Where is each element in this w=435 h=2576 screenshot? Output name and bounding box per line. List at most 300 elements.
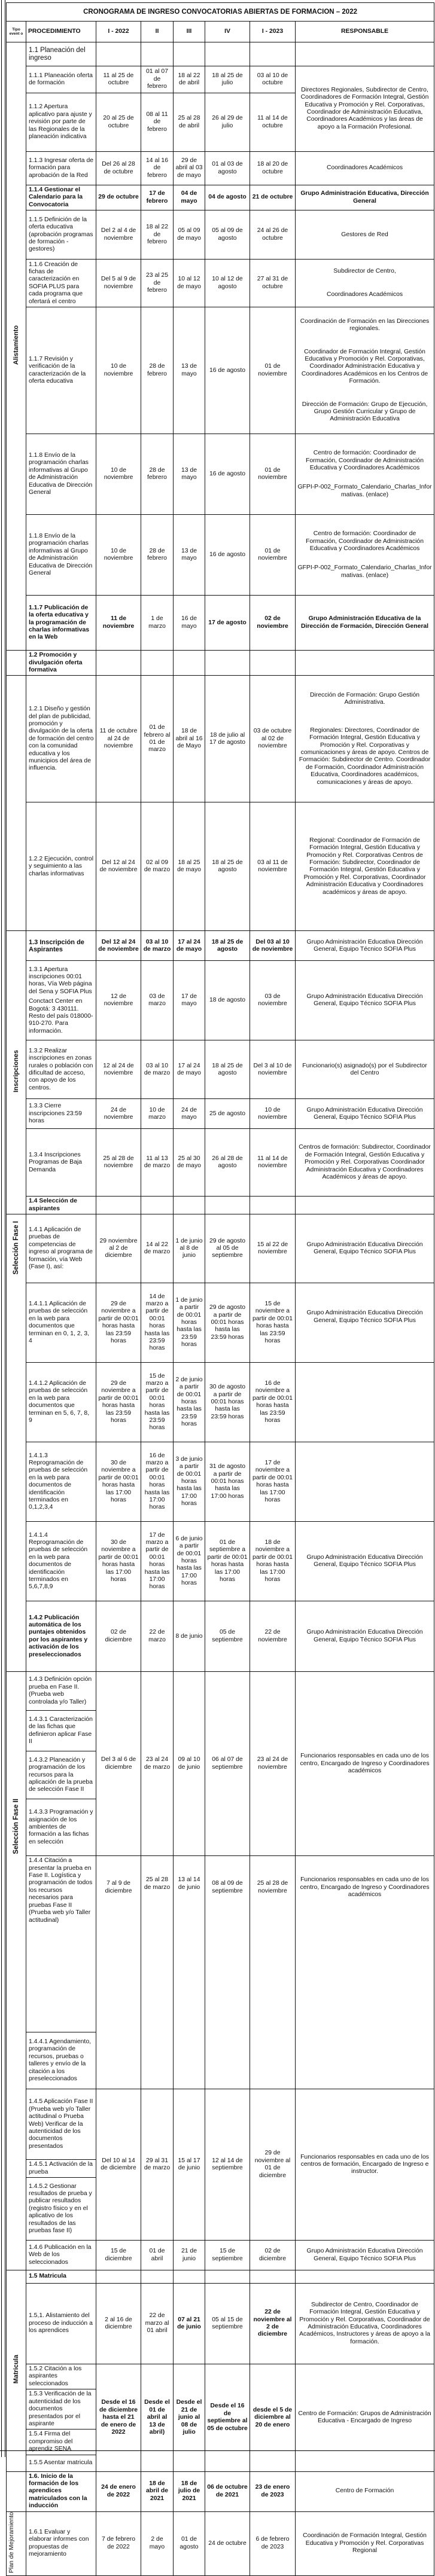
- date-cell: 10 de noviembre: [96, 307, 141, 434]
- date-cell: 30 de noviembre a partir de 00:01 horas hasta las 17:00 horas: [96, 1442, 141, 1522]
- date-cell: 18 de abril al 16 de Mayo: [174, 676, 205, 802]
- procedure-cell: 1.4.3.3 Programación y asignación de los ambientes de formación a las fichas en selección: [26, 1799, 96, 1856]
- procedure-cell: 1.5 Matricula: [26, 2270, 96, 2284]
- procedure-cell: 1.3.2 Realizar inscripciones en zonas rurales o población con dificultad de acceso, con apoyo de los centros.: [26, 1040, 96, 1099]
- date-cell: 05 al 09 de mayo: [174, 210, 205, 260]
- procedure-cell: 1.6. Inicio de la formación de los aprendices matriculados con la inducción: [26, 2471, 96, 2511]
- procedure-cell: 1.2.2 Ejecución, control y seguimiento a las charlas informativas: [26, 802, 96, 931]
- date-cell: 02 de noviembre: [250, 596, 296, 651]
- date-cell: 17 de febrero: [141, 185, 174, 210]
- responsable-line: Coordinación de Formación en las Direcciones regionales.: [300, 318, 430, 332]
- date-cell: 30 de noviembre a partir de 00:01 horas hasta las 17:00 horas: [96, 1522, 141, 1601]
- procedure-cell: 1.4.3.1 Caracterización de las fichas que definieron aplicar Fase II: [26, 1711, 96, 1751]
- procedure-cell: 1.5,1. Alistamiento del proceso de inducción a los aprendices: [26, 2284, 96, 2364]
- responsable-cell: [296, 515, 434, 596]
- responsable-cell: Regional: Coordinador de Formación de Formación Integral, Gestión Educativa y Promoción y Rel. Corporativas Centros de Formación: Subdirector, Coordinador de Formación Integral, Gestión Educativa y Promoción y Rel. Corporativas, Coordinador Administración Educativa y Coordinadores académicos y áreas de apoyo.: [296, 802, 434, 931]
- date-cell: 24 de enero de 2022: [96, 2471, 141, 2511]
- date-cell: 6 de febrero de 2023: [250, 2511, 296, 2576]
- date-cell: 28 de febrero: [141, 307, 174, 434]
- table-row: [7, 1522, 434, 1601]
- date-cell: 29 de noviembre a partir de 00:01 horas hasta las 23:59 horas: [96, 1283, 141, 1363]
- responsable-line: Dirección de Formación: Grupo Gestión Administrativa.: [309, 691, 420, 706]
- date-cell: 16 de marzo a partir de 00:01 horas hasta las 17:00 horas: [141, 1442, 174, 1522]
- date-cell: 01 de septiembre a partir de 00:01 horas hasta las 17:00 horas: [205, 1522, 250, 1601]
- date-cell: Del 12 al 24 de noviembre: [96, 931, 141, 961]
- page-margin-rule: [1, 0, 5, 2457]
- group-label: Inscripciones: [12, 1050, 20, 1093]
- procedure-cell: 1.1.5 Definición de la oferta educativa (aprobación programas de formación - gestores): [26, 210, 96, 260]
- date-cell: 05 de septiembre: [205, 1601, 250, 1672]
- date-cell: 17 de mayo: [174, 961, 205, 1040]
- date-cell: 23 de enero de 2023: [250, 2471, 296, 2511]
- date-cell: 05 al 09 de agosto: [205, 210, 250, 260]
- date-cell: 18 de agosto: [205, 961, 250, 1040]
- group-seleccion-fase-1: [7, 1214, 26, 1283]
- table-row: [7, 515, 434, 596]
- responsable-cell: [296, 260, 434, 307]
- date-cell: 03 de marzo: [141, 961, 174, 1040]
- procedure-cell: 1.3 Inscripción de Aspirantes: [26, 931, 96, 961]
- date-cell: 29 de noviembre a partir de 00:01 horas hasta las 23:59 horas: [96, 1363, 141, 1442]
- date-cell: 22 de noviembre al 2 de diciembre: [250, 2284, 296, 2364]
- responsable-cell: Coordinación de Formación Integral, Gestión Educativa y Promoción y Rel. Corporativas Regional: [296, 2511, 434, 2576]
- procedure-text: 1.3.1 Apertura inscripciones 00:01 horas, Vía Web página del Sena y SOFIA Plus: [29, 966, 92, 995]
- date-cell: 12 al 14 de septiembre: [205, 2089, 250, 2241]
- responsable-cell: Centro de Formación: [296, 2471, 434, 2511]
- responsable-cell: Gestores de Red: [296, 210, 434, 260]
- group-plan-mejoramiento: [7, 2511, 26, 2576]
- date-cell: 25 al 30 de mayo: [174, 1129, 205, 1197]
- date-cell: 02 de diciembre: [250, 2241, 296, 2270]
- date-cell: 03 al 10 de octubre: [250, 66, 296, 93]
- table-row: [7, 66, 434, 93]
- procedure-cell: 1.1.7 Revisión y verificación de la caracterización de la oferta educativa: [26, 307, 96, 434]
- date-cell: 8 de junio: [174, 1601, 205, 1672]
- date-cell: 24 de mayo: [174, 1099, 205, 1129]
- date-cell: 04 de mayo: [174, 185, 205, 210]
- group-alistamiento: [7, 42, 26, 651]
- date-cell: 18 de abril de 2021: [141, 2471, 174, 2511]
- date-cell: Del 3 al 10 de noviembre: [250, 1040, 296, 1099]
- date-cell: 15 de septiembre: [205, 2241, 250, 2270]
- table-row: [7, 651, 434, 676]
- date-cell: 11 al 25 de octubre: [96, 66, 141, 93]
- table-row: [7, 961, 434, 1040]
- date-cell: 29 de abril al 03 de mayo: [174, 152, 205, 185]
- date-cell: 24 al 26 de octubre: [250, 210, 296, 260]
- procedure-cell: 1.5.4 Firma del compromiso del aprendiz SENA: [26, 2430, 96, 2455]
- date-cell: 18 al 22 de febrero: [141, 210, 174, 260]
- date-cell: 17 de marzo a partir de 00:01 horas hasta las 17:00 horas: [141, 1522, 174, 1601]
- procedure-cell: 1.1.4 Gestionar el Calendario para la Convocatoria: [26, 185, 96, 210]
- table-row: [7, 1283, 434, 1363]
- procedure-cell: 1.4.1 Aplicación de pruebas de competencias de ingreso al programa de formación, vía Web (Fase I), así:: [26, 1214, 96, 1283]
- responsable-cell: Grupo Administración Educativa Dirección General, Equipo Técnico SOFIA Plus: [296, 1283, 434, 1363]
- date-cell: 26 al 28 de agosto: [205, 1129, 250, 1197]
- date-cell: 01 de noviembre: [250, 434, 296, 515]
- date-cell: 10 de noviembre: [96, 515, 141, 596]
- procedure-cell: 1.4.2 Publicación automática de los puntajes obtenidos por los aspirantes y activación de los preseleccionados: [26, 1601, 96, 1672]
- date-cell: 18 de julio al 17 de agosto: [205, 676, 250, 802]
- date-cell: 11 al 14 de noviembre: [250, 1129, 296, 1197]
- table-row: [7, 42, 434, 66]
- table-title: CRONOGRAMA DE INGRESO CONVOCATORIAS ABIERTAS DE FORMACION – 2022: [7, 3, 434, 22]
- date-cell: 10 de noviembre: [250, 1099, 296, 1129]
- date-cell: 16 de agosto: [205, 307, 250, 434]
- date-cell: 18 al 25 de agosto: [205, 931, 250, 961]
- responsable-link[interactable]: GFPI-P-002_Formato_Calendario_Charlas_Informativas. (enlace): [297, 484, 432, 498]
- responsable-cell: Funcionario(s) asignado(s) por el Subdirector del Centro: [296, 1040, 434, 1099]
- date-cell: 29 de agosto al 05 de septiembre: [205, 1214, 250, 1283]
- date-cell: 1 de junio al 8 de junio: [174, 1214, 205, 1283]
- table-row: [7, 434, 434, 515]
- date-cell: 7 al 9 de diciembre: [96, 1856, 141, 2089]
- date-cell: 01 al 03 de agosto: [205, 152, 250, 185]
- date-cell: 13 de mayo: [174, 515, 205, 596]
- date-cell: 18 al 25 de mayo: [174, 802, 205, 931]
- header-row: [7, 22, 434, 42]
- date-cell: 26 al 29 de julio: [205, 93, 250, 152]
- responsable-line: Dirección de Formación: Grupo de Ejecución, Grupo Gestión Curricular y Grupo de Administración Educativa: [302, 401, 428, 423]
- date-cell: 1 de marzo: [141, 596, 174, 651]
- date-cell: 17 al 24 de mayo: [174, 931, 205, 961]
- table-row: [7, 1214, 434, 1283]
- procedure-cell: 1.4 Selección de aspirantes: [26, 1197, 96, 1214]
- date-cell: 22 de noviembre: [250, 1601, 296, 1672]
- date-cell: 08 al 11 de febrero: [141, 93, 174, 152]
- responsable-cell: [296, 434, 434, 515]
- date-cell: 29 al 31 de marzo: [141, 2089, 174, 2241]
- responsable-line: Centro de formación: Coordinador de Formación, Coordinador de Administración Educativa y Coordinadores Académicos: [306, 450, 424, 472]
- date-cell: 10 de marzo: [141, 1099, 174, 1129]
- date-cell: Del 2 al 4 de noviembre: [96, 210, 141, 260]
- date-cell: 11 de octubre al 24 de noviembre: [96, 676, 141, 802]
- procedure-cell: 1.1.1 Planeación oferta de formación: [26, 66, 96, 93]
- responsable-cell: Grupo Administración Educativa Dirección General, Equipo Técnico SOFIA Plus: [296, 1601, 434, 1672]
- group-seleccion-fase-2: [7, 1672, 26, 2270]
- date-cell: 15 de diciembre: [96, 2241, 141, 2270]
- table-row: [7, 1197, 434, 1214]
- date-cell: 25 de agosto: [205, 1099, 250, 1129]
- date-cell: 27 al 31 de octubre: [250, 260, 296, 307]
- date-cell: 01 de agosto: [174, 2511, 205, 2576]
- date-cell: 15 de noviembre a partir de 00:01 horas hasta las 23:59 horas: [250, 1283, 296, 1363]
- responsable-cell: Funcionarios responsables en cada uno de los centro, Encargado de Ingreso y Coordinadores académicos: [296, 1672, 434, 1856]
- date-cell: 01 al 07 de febrero: [141, 66, 174, 93]
- date-cell: 21 de octubre: [250, 185, 296, 210]
- page-bottom-rule: [0, 2450, 435, 2458]
- table-row: [7, 931, 434, 961]
- procedure-cell: 1.3.3 Cierre inscripciones 23:59 horas: [26, 1099, 96, 1129]
- table-row: [7, 596, 434, 651]
- date-cell: 18 de noviembre a partir de 00:01 horas hasta las 17:00 horas: [250, 1522, 296, 1601]
- responsable-line: Subdirector de Centro,: [333, 268, 396, 275]
- group-label: Selección Fase I: [12, 1220, 20, 1275]
- date-cell: 24 de octubre: [205, 2511, 250, 2576]
- responsable-cell: [296, 676, 434, 802]
- table-row: [7, 307, 434, 434]
- responsable-cell: [296, 1442, 434, 1522]
- date-cell: 11 de noviembre: [96, 596, 141, 651]
- group-label: Plan de Mejoramiento: [8, 2511, 15, 2573]
- date-cell: Del 12 al 24 de noviembre: [96, 802, 141, 931]
- date-cell: 25 al 28 de noviembre: [250, 1856, 296, 2089]
- procedure-cell: 1.4.5.1 Activación de la prueba: [26, 2160, 96, 2178]
- date-cell: 01 de febrero al 01 de marzo: [141, 676, 174, 802]
- date-cell: 31 de agosto a partir de 00:01 horas hasta las 17:00 horas: [205, 1442, 250, 1522]
- date-cell: 23 al 24 de marzo: [141, 1672, 174, 1856]
- responsable-cell: [296, 307, 434, 434]
- responsable-cell: Grupo Administración Educativa, Dirección General: [296, 185, 434, 210]
- date-cell: 6 de junio a partir de 00:01 horas hasta las 17:00 horas: [174, 1522, 205, 1601]
- procedure-cell: 1.4.1.1 Aplicación de pruebas de selección en la web para documentos que terminan en 0, 1, 2, 3, 4: [26, 1283, 96, 1363]
- procedure-cell: 1.5.5 Asentar matricula: [26, 2455, 96, 2471]
- procedure-cell: 1.1.7 Publicación de la oferta educativa y la programación de charlas informativas en la Web: [26, 596, 96, 651]
- date-cell: 02 de diciembre: [96, 1601, 141, 1672]
- date-cell: 2 de mayo: [141, 2511, 174, 2576]
- date-cell: 25 al 28 de marzo: [141, 1856, 174, 2089]
- table-row: [7, 2511, 434, 2576]
- date-cell: 1 de junio a partir de 00:01 horas hasta las 23:59 horas: [174, 1283, 205, 1363]
- date-cell: 03 de octubre al 02 de noviembre: [250, 676, 296, 802]
- date-cell: 15 al 17 de junio: [174, 2089, 205, 2241]
- responsable-cell: Grupo Administración Educativa Dirección General, Equipo Técnico SOFIA Plus: [296, 1099, 434, 1129]
- date-cell: Desde el 16 de diciembre hasta el 21 de enero de 2022: [96, 2364, 141, 2471]
- header-period-1: I - 2022: [96, 22, 141, 42]
- procedure-cell: 1.4.6 Publicación en la Web de los seleccionados: [26, 2241, 96, 2270]
- date-cell: 18 al 25 de julio: [205, 66, 250, 93]
- date-cell: Desde el 01 de abril al 13 de abril): [141, 2364, 174, 2471]
- date-cell: 7 de febrero de 2022: [96, 2511, 141, 2576]
- date-cell: 17 al 24 de mayo: [174, 1040, 205, 1099]
- procedure-cell: 1.4.1.2 Aplicación de pruebas de selección en la web para documentos que terminan en 5, 6, 7, 8, 9: [26, 1363, 96, 1442]
- date-cell: 17 de noviembre a partir de 00:01 horas hasta las 17:00 horas: [250, 1442, 296, 1522]
- schedule-table: [6, 2, 434, 2576]
- date-cell: 06 de octubre de 2021: [205, 2471, 250, 2511]
- responsable-cell: [296, 1363, 434, 1442]
- procedure-cell: 1.4.1.3 Reprogramación de pruebas de selección en la web para documentos de identificación terminados en 0,1,2,3,4: [26, 1442, 96, 1522]
- date-cell: 29 de noviembre al 01 de diciembre: [250, 2089, 296, 2241]
- responsable-cell: Directores Regionales, Subdirector de Centro, Coordinadores de Formación Integral, Gestión Educativa y Promoción y Rel. Corporativas, Coordinador de Administración Educativa, Coordinadores Académicos y las áreas de apoyo a la Formación Profesional.: [296, 66, 434, 152]
- date-cell: 03 de noviembre: [250, 961, 296, 1040]
- table-row: [7, 2089, 434, 2160]
- responsable-cell: Grupo Administración Educativa Dirección General, Equipo Técnico SOFIA Plus: [296, 1522, 434, 1601]
- date-cell: 16 de agosto: [205, 434, 250, 515]
- date-cell: 18 al 25 de agosto: [205, 802, 250, 931]
- date-cell: 12 al 24 de noviembre: [96, 1040, 141, 1099]
- table-row: [7, 152, 434, 185]
- date-cell: 22 de marzo al 01 abril: [141, 2284, 174, 2364]
- date-cell: 01 de noviembre: [250, 515, 296, 596]
- date-cell: 11 al 14 de octubre: [250, 93, 296, 152]
- contact-center-text: Conctact Center en Bogotá: 3 430111. Resto del país 018000-910-270. Para información.: [29, 998, 93, 1034]
- date-cell: 01 de noviembre: [250, 307, 296, 434]
- procedure-cell: 1.4.3.2 Planeación y programación de los recursos para la aplicación de la prueba de selección Fase II: [26, 1751, 96, 1799]
- date-cell: 23 al 25 de febrero: [141, 260, 174, 307]
- date-cell: 28 de febrero: [141, 434, 174, 515]
- responsable-line: Coordinadores Académicos: [326, 291, 403, 298]
- date-cell: 25 al 28 de abril: [174, 93, 205, 152]
- date-cell: 18 al 25 de agosto: [205, 1040, 250, 1099]
- procedure-cell: 1.1.6 Creación de fichas de caracterización en SOFIA PLUS para cada programa que ofertará el centro: [26, 260, 96, 307]
- date-cell: 12 de noviembre: [96, 961, 141, 1040]
- group-label: Alistamiento: [12, 325, 20, 365]
- header-period-5: I - 2023: [250, 22, 296, 42]
- responsable-cell: Funcionarios responsables en cada uno de los centros de formación, Encargado de Ingreso e instructor.: [296, 2089, 434, 2241]
- procedure-cell: 1.5.2 Citación a los aspirantes seleccionados: [26, 2364, 96, 2389]
- table-row: [7, 1601, 434, 1672]
- date-cell: 20 al 25 de octubre: [96, 93, 141, 152]
- procedure-cell: 1.1.8 Envío de la programación charlas informativas al Grupo de Administración Educativa de Dirección General: [26, 434, 96, 515]
- responsable-cell: Grupo Administración Educativa Dirección General, Equipo Técnico SOFIA Plus: [296, 2241, 434, 2270]
- group-label: Matricula: [12, 2355, 20, 2384]
- table-row: [7, 1672, 434, 1711]
- table-row: [7, 2241, 434, 2270]
- date-cell: 03 al 11 de noviembre: [250, 802, 296, 931]
- date-cell: 09 al 10 de junio: [174, 1672, 205, 1856]
- header-period-3: III: [174, 22, 205, 42]
- date-cell: 03 al 10 de marzo: [141, 1040, 174, 1099]
- date-cell: 3 de junio a partir de 00:01 horas hasta las 17:00 horas: [174, 1442, 205, 1522]
- date-cell: 21 de junio: [174, 2241, 205, 2270]
- date-cell: 30 de agosto a partir de 00:01 horas hasta las 23:59 horas: [205, 1363, 250, 1442]
- date-cell: 14 de marzo a partir de 00:01 horas hasta las 23:59 horas: [141, 1283, 174, 1363]
- date-cell: 01 de abril: [141, 2241, 174, 2270]
- date-cell: 29 noviembre al 2 de diciembre: [96, 1214, 141, 1283]
- date-cell: Del 03 al 10 de noviembre: [250, 931, 296, 961]
- procedure-cell: 1.2.1 Diseño y gestión del plan de publicidad, promoción y divulgación de la oferta de formación del centro con la comunidad educativa y los municipios del área de influencia.: [26, 676, 96, 802]
- table-row: [7, 260, 434, 307]
- date-cell: Del 26 al 28 de octubre: [96, 152, 141, 185]
- date-cell: 16 de agosto: [205, 515, 250, 596]
- header-period-2: II: [141, 22, 174, 42]
- procedure-cell: 1.4.4 Citación a presentar la prueba en Fase II. Logística y programación de todos los recursos necesarios para pruebas Fase II (Prueba web y/o Taller actitudinal): [26, 1856, 96, 2032]
- date-cell: 02 al 09 de marzo: [141, 802, 174, 931]
- date-cell: 23 al 24 de noviembre: [250, 1672, 296, 1856]
- table-row: [7, 185, 434, 210]
- procedure-cell: 1.4.5 Aplicación Fase II (Prueba web y/o Taller actitudinal o Prueba Web) Verificar de la autenticidad de los documentos presentados: [26, 2089, 96, 2160]
- date-cell: 15 de marzo a partir de 00:01 horas hasta las 23:59 horas: [141, 1363, 174, 1442]
- procedure-cell: 1.4.3 Definición opción prueba en Fase II. (Prueba web controlada y/o Taller): [26, 1672, 96, 1711]
- responsable-cell: Grupo Administración Educativa de la Dirección de Formación, Dirección General: [296, 596, 434, 651]
- date-cell: 29 de octubre: [96, 185, 141, 210]
- date-cell: 07 al 21 de junio: [174, 2284, 205, 2364]
- procedure-cell: [26, 961, 96, 1040]
- table-row: [7, 1040, 434, 1099]
- date-cell: 2 al 16 de diciembre: [96, 2284, 141, 2364]
- table-row: [7, 210, 434, 260]
- responsable-cell: Grupo Administración Educativa Dirección General, Equipo Técnico SOFIA Plus: [296, 961, 434, 1040]
- procedure-cell: 1.6.1 Evaluar y elaborar informes con propuestas de mejoramiento: [26, 2511, 96, 2576]
- date-cell: 13 al 14 de junio: [174, 1856, 205, 2089]
- table-row: [7, 1099, 434, 1129]
- table-row: [7, 1363, 434, 1442]
- procedure-cell: 1.1.2 Apertura aplicativo para ajuste y revisión por parte de las Regionales de la planeación indicativa: [26, 93, 96, 152]
- procedure-cell: 1.4.5.2 Gestionar resultados de prueba y publicar resultados (registro físico y en el aplicativo de los resultados de las pruebas fase II): [26, 2178, 96, 2241]
- date-cell: 16 de mayo: [174, 596, 205, 651]
- date-cell: desde el 5 de diciembre al 20 de enero: [250, 2364, 296, 2471]
- date-cell: 05 al 15 de septiembre: [205, 2284, 250, 2364]
- date-cell: 06 al 07 de septiembre: [205, 1672, 250, 1856]
- date-cell: 28 de febrero: [141, 515, 174, 596]
- procedure-cell: 1.2 Promoción y divulgación oferta formativa: [26, 651, 96, 676]
- table-row: [7, 1442, 434, 1522]
- date-cell: 25 al 28 de noviembre: [96, 1129, 141, 1197]
- procedure-cell: 1.4.4.1 Agendamiento, programación de recursos, pruebas o talleres y envío de la citación a los preseleccionados: [26, 2032, 96, 2089]
- date-cell: 14 al 22 de marzo: [141, 1214, 174, 1283]
- date-cell: 22 de marzo: [141, 1601, 174, 1672]
- date-cell: 18 de julio de 2021: [174, 2471, 205, 2511]
- responsable-line: Coordinador de Formación Integral, Gestión Educativa y Promoción y Rel. Corporativas, Coordinador Administración Educativa y Coordinadores Académicos en los Centros de Formación.: [301, 348, 428, 385]
- responsable-line: Regionales: Directores, Coordinador de Formación Integral, Gestión Educativa y Promoción y Rel. Corporativas y comunicaciones y áreas de apoyo. Centros de Formación: Subdirector de Centro. Coordinador de Formación, Coordinador Administración Educativa, Coordinadores académicos, comunicaciones y áreas de apoyo.: [299, 727, 431, 786]
- table-row: [7, 2364, 434, 2389]
- procedure-cell: 1.5.3 Verificación de la autenticidad de los documentos presentados por el aspirante: [26, 2389, 96, 2430]
- date-cell: 13 de mayo: [174, 434, 205, 515]
- date-cell: 10 al 12 de agosto: [205, 260, 250, 307]
- date-cell: 29 de agosto a partir de 00:01 horas hasta las 23:59 horas: [205, 1283, 250, 1363]
- table-row: [7, 2270, 434, 2284]
- date-cell: 17 de agosto: [205, 596, 250, 651]
- date-cell: Del 10 al 14 de diciembre: [96, 2089, 141, 2241]
- date-cell: 08 al 09 de septiembre: [205, 1856, 250, 2089]
- table-row: [7, 1856, 434, 2032]
- responsable-cell: Subdirector de Centro, Coordinador de Formación Integral, Gestión Educativa y Promoción y Rel. Corporativas, Coordinador de Administración Educativa, Coordinadores Académicos, Instructores y áreas de apoyo a la formación.: [296, 2284, 434, 2364]
- responsable-cell: Grupo Administración Educativa Dirección General, Equipo Técnico SOFIA Plus: [296, 931, 434, 961]
- responsable-cell: Funcionarios responsables en cada uno de los centro, Encargado de Ingreso y Coordinadores académicos: [296, 1856, 434, 2089]
- responsable-cell: Centros de formación: Subdirector, Coordinador de Formación Integral, Gestión Educativa y Promoción y Rel. Corporativas Coordinador Administración Educativa y Coordinadores Académicos y áreas de apoyo.: [296, 1129, 434, 1197]
- date-cell: 18 al 22 de abril: [174, 66, 205, 93]
- date-cell: 15 al 22 de noviembre: [250, 1214, 296, 1283]
- date-cell: 11 al 13 de marzo: [141, 1129, 174, 1197]
- date-cell: 04 de agosto: [205, 185, 250, 210]
- date-cell: 2 de junio a partir de 00:01 horas hasta las 23:59 horas: [174, 1363, 205, 1442]
- table-row: [7, 2471, 434, 2511]
- date-cell: 13 de mayo: [174, 307, 205, 434]
- procedure-cell: 1.1.8 Envío de la programación charlas informativas al Grupo de Administración Educativa de Dirección General: [26, 515, 96, 596]
- procedure-cell: 1.4.1.4 Reprogramación de pruebas de selección en la web para documentos de identificación terminados en 5,6,7,8,9: [26, 1522, 96, 1601]
- responsable-cell: Centro de Formación: Grupos de Administración Educativa - Encargado de Ingreso: [296, 2364, 434, 2471]
- date-cell: 14 al 16 de febrero: [141, 152, 174, 185]
- date-cell: 10 de noviembre: [96, 434, 141, 515]
- responsable-cell: Coordinadores Académicos: [296, 152, 434, 185]
- header-period-4: IV: [205, 22, 250, 42]
- group-matricula: [7, 2270, 26, 2471]
- table-row: [7, 2284, 434, 2364]
- date-cell: Del 3 al 6 de diciembre: [96, 1672, 141, 1856]
- procedure-cell: 1.1 Planeación del ingreso: [26, 42, 96, 66]
- table-row: [7, 676, 434, 802]
- responsable-line: Centro de formación: Coordinador de Formación, Coordinador de Administración Educativa y Coordinadores Académicos: [306, 530, 424, 553]
- procedure-cell: 1.3.4 Inscripciones Programas de Baja Demanda: [26, 1129, 96, 1197]
- procedure-cell: 1.1.3 Ingresar oferta de formación para aprobación de la Red: [26, 152, 96, 185]
- date-cell: 16 de noviembre a partir de 00:01 horas hasta las 23:59 horas: [250, 1363, 296, 1442]
- date-cell: 03 al 10 de marzo: [141, 931, 174, 961]
- table-row: [7, 802, 434, 931]
- date-cell: 24 de noviembre: [96, 1099, 141, 1129]
- group-inscripciones: [7, 931, 26, 1214]
- table-row: [7, 1129, 434, 1197]
- date-cell: 10 al 12 de mayo: [174, 260, 205, 307]
- date-cell: Del 5 al 9 de noviembre: [96, 260, 141, 307]
- header-procedimiento: PROCEDIMIENTO: [26, 22, 96, 42]
- group-label: Selección Fase II: [12, 1798, 20, 1854]
- responsable-link[interactable]: GFPI-P-002_Formato_Calendario_Charlas_Informativas. (enlace): [297, 564, 432, 579]
- date-cell: 18 al 20 de octubre: [250, 152, 296, 185]
- header-tipo-evento: Tipo event o: [7, 22, 26, 42]
- responsable-cell: Grupo Administración Educativa Dirección General, Equipo Técnico SOFIA Plus: [296, 1214, 434, 1283]
- header-responsable: RESPONSABLE: [296, 22, 434, 42]
- date-cell: Desde el 16 de septiembre al 05 de octubre: [205, 2364, 250, 2471]
